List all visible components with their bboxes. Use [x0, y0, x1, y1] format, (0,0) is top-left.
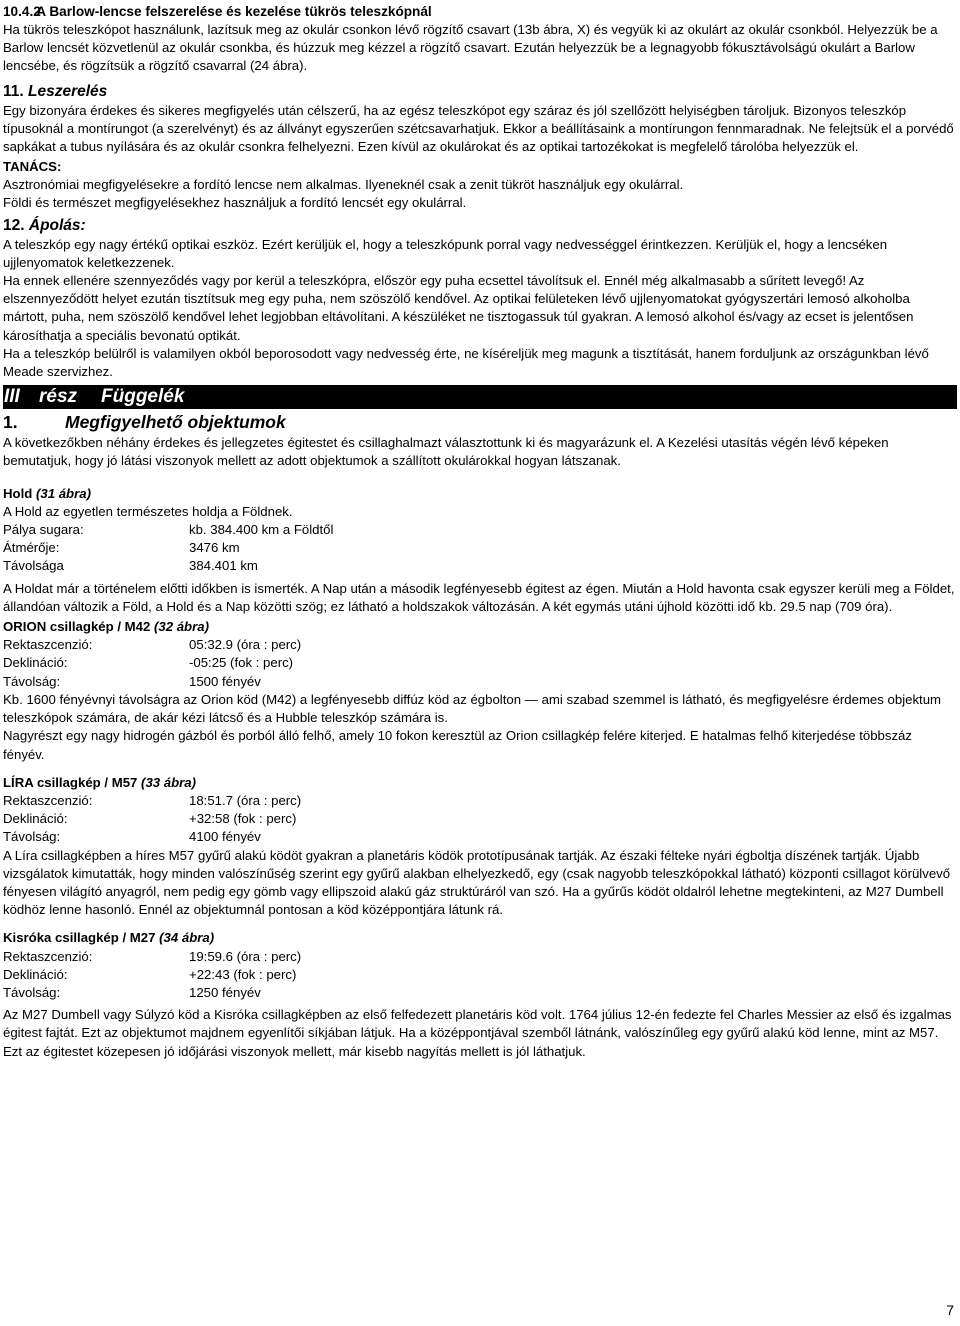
row-key: Távolság: [3, 673, 61, 689]
observe-heading [3, 410, 957, 434]
object-name: LÍRA csillagkép / M57 [3, 774, 138, 790]
row-key: Átmérője: [3, 540, 60, 556]
data-row [3, 828, 957, 846]
object-name: Kisróka csillagkép / M27 [3, 930, 156, 946]
data-row [3, 557, 957, 575]
data-row [3, 539, 957, 557]
tip-line: Földi és természet megfigyelésekhez használjuk a fordító lencsét egy okulárral. [3, 195, 467, 211]
row-value: 4100 fényév [189, 829, 261, 845]
section-heading-12 [3, 215, 957, 236]
section-title: Ápolás: [28, 216, 86, 234]
care-paragraph: A teleszkóp egy nagy értékű optikai eszköz. Ezért kerüljük el, hogy a teleszkópunk porral vagy nedvességgel érintkezzen. Kerüljük el, hogy a lencséken ujjlenyomatok keletkezzenek. [3, 236, 888, 270]
row-value: +22:43 (fok : perc) [189, 966, 297, 982]
row-value: -05:25 (fok : perc) [189, 655, 294, 671]
section-title: Leszerelés [28, 82, 108, 100]
section-number: 1. [3, 412, 18, 433]
orion-paragraph: Kb. 1600 fényévnyi távolságra az Orion köd (M42) a legfényesebb diffúz köd az égbolton — ami szabad szemmel is látható, és megfigyelésre érdemes objektum teleszkópok számára, de akár kézi látcső és a Hubble teleszkóp számára is. [3, 691, 942, 726]
lyra-paragraph: A Líra csillagképben a híres M57 gyűrű alakú ködöt gyakran a planetáris ködök prototípusának tartják. Az északi félteke nyári égboltja díszének tartják. Újabb vizsgálatok kimutatták, hogy minden valószínűség szerint egy gyűrű alakban elhelyezkedő, egy (csak nagyobb teleszkópokkal látható) központi csillagot körülvevő fényesen világító anyagról, nem pedig egy gömb vagy ellipszoid alakú gáz struktúráról van szó. Ha a gyűrűs ködöt oldalról lehetne megtekinteni, az M27 Dumbell ködhöz lenne hasonló. Ennél az objektumnál pontosan a köd középpontjára látunk rá. [3, 847, 951, 918]
object-title-orion [3, 618, 957, 636]
data-row [3, 521, 957, 539]
figure-ref: (32 ábra) [153, 619, 209, 635]
data-row [3, 654, 957, 672]
object-title-moon [3, 485, 957, 503]
row-key: Deklináció: [3, 966, 68, 982]
data-row [3, 810, 957, 828]
row-value: 18:51.7 (óra : perc) [189, 792, 302, 808]
barlow-paragraph: Ha tükrös teleszkópot használunk, lazítsuk meg az okulár csonkon lévő rögzítő csavart (13b ábra, X) és vegyük ki az okulárt az okulár csonkból. Helyezzük be a Barlow lencsét közvetlenül az okulár csonkba, és húzzuk meg kézzel a rögzítő csavart. Ezután helyezzük be a legnagyobb fókusztávolságú okulárt a Barlow lencsébe, és rögzítsük a rögzítő csavarral (24 ábra). [3, 22, 938, 74]
tip-heading: TANÁCS: [3, 159, 62, 175]
part-heading-bar [3, 385, 957, 409]
object-name: ORION csillagkép / M42 [3, 619, 151, 635]
part-word: rész [39, 386, 78, 408]
figure-ref: (34 ábra) [159, 930, 215, 946]
row-key: Deklináció: [3, 655, 68, 671]
row-value: 05:32.9 (óra : perc) [189, 637, 302, 653]
data-row [3, 792, 957, 810]
data-row [3, 966, 957, 984]
row-value: 19:59.6 (óra : perc) [189, 948, 302, 964]
part-title: Függelék [101, 386, 185, 408]
row-key: Távolság: [3, 829, 61, 845]
section-number: 12. [3, 216, 25, 234]
observe-intro: A következőkben néhány érdekes és jellegzetes égitestet és csillaghalmazt választottunk ki és magyarázunk el. A Kezelési utasítás végén lévő képeken bemutatjuk, hogy jó látási viszonyok mellett az adott objektumok a szállított okulárokkal hogyan látszanak. [3, 435, 889, 469]
disassembly-paragraph: Egy bizonyára érdekes és sikeres megfigyelés után célszerű, ha az egész teleszkópot egy száraz és jól szellőzött helyiségben tároljuk. Bizonyos teleszkóp típusoknál a montírungot (a szerelvényt) és az állványt egyszerűen szétcsavarhatjuk. Ekkor a beállításaink a montírungon fennmaradnak. Ne felejtsük el a porvédő sapkákat a tubus nyílására és az okulár csonkra felhelyezni. Ezen kívül az okulárokat és az optikai tartozékokat is megfelelő tárolóba helyezzük el. [3, 102, 954, 155]
row-value: 3476 km [189, 540, 240, 556]
section-heading-11 [3, 81, 957, 102]
figure-ref: (33 ábra) [141, 774, 197, 790]
vulpecula-paragraph: Ezt az égitestet közepesen jó időjárási viszonyok mellett, már kisebb nagyítás mellett is jól láthatjuk. [3, 1043, 586, 1059]
tip-line: Asztronómiai megfigyelésekre a fordító lencse nem alkalmas. Ilyeneknél csak a zenit tükröt használjuk egy okulárral. [3, 177, 684, 193]
section-number: 10.4.2 [3, 4, 41, 19]
row-key: Deklináció: [3, 811, 68, 827]
row-key: Rektaszcenzió: [3, 792, 93, 808]
care-paragraph: Ha a teleszkóp belülről is valamilyen okból beporosodott vagy nedvesség érte, ne kíséreljük meg magunk a tisztítását, hanem forduljunk az országunkban lévő Meade szervizhez. [3, 345, 929, 380]
section-title: Megfigyelhető objektumok [65, 412, 286, 433]
part-roman: III [4, 386, 20, 408]
document-page [3, 0, 957, 1061]
page-number: 7 [946, 1302, 954, 1318]
row-key: Rektaszcenzió: [3, 637, 93, 653]
figure-ref: (31 ábra) [35, 485, 91, 501]
data-row [3, 673, 957, 691]
object-title-vulpecula [3, 929, 957, 947]
row-key: Rektaszcenzió: [3, 948, 93, 964]
data-row [3, 984, 957, 1002]
vulpecula-paragraph: Az M27 Dumbell vagy Súlyzó köd a Kisróka csillagképben az első felfedezett planetáris köd volt. 1764 július 12-én fedezte fel Charles Messier az első és izgalmas égitest fajtát. Ezt az objektumot majdnem egyenlítői síkjában látjuk. Ha a középpontjával szemből látnánk, valószínűleg egy gyűrű alakú köd lenne, mint az M57. [3, 1007, 952, 1041]
object-name: Hold [3, 485, 33, 501]
data-row [3, 636, 957, 654]
data-row [3, 948, 957, 966]
object-title-lyra [3, 774, 957, 792]
section-number: 11. [3, 82, 24, 100]
moon-subtitle: A Hold az egyetlen természetes holdja a Földnek. [3, 503, 293, 519]
moon-paragraph: A Holdat már a történelem előtti időkben is ismerték. A Nap után a második legfényesebb égitest az égen. Miután a Hold havonta csak egyszer kerüli meg a Földet, állandóan változik a Föld, a Hold és a Nap közötti szög; ez látható a holdszakok változásán. A két egymás utáni újhold közötti idő kb. 29.5 nap (709 óra). [3, 580, 955, 614]
row-key: Pálya sugara: [3, 522, 84, 538]
section-heading-10-4-2 [3, 3, 957, 21]
row-value: kb. 384.400 km a Földtől [189, 522, 334, 538]
care-paragraph: Ha ennek ellenére szennyeződés vagy por kerül a teleszkópra, először egy puha ecsettel távolítsuk el. Ennél még alkalmasabb a sűrített levegő! Az elszennyeződött helyet ezután tisztítsuk meg egy puha, nem szöszölő kendővel. Az optikai felületeken lévő ujjlenyomatokat gyógyszertári lemosó alkoholba mártott, puha, nem szöszölő kendővel lehet legjobban eltávolítani. A készüléket ne tisztogassuk túl gyakran. A lemosó alkohol és/vagy az ecset is jelentősen károsíthatja a speciális bevonatú optikát. [3, 273, 914, 343]
section-title: A Barlow-lencse felszerelése és kezelése tükrös teleszkópnál [36, 4, 432, 19]
row-value: 384.401 km [189, 558, 258, 574]
row-key: Távolsága [3, 558, 64, 574]
row-value: 1500 fényév [189, 673, 261, 689]
row-value: 1250 fényév [189, 984, 261, 1000]
orion-paragraph: Nagyrészt egy nagy hidrogén gázból és porból álló felhő, amely 10 fokon keresztül az Orion csillagkép felére kiterjed. E hatalmas felhő kiterjedése többszáz fényév. [3, 728, 912, 762]
row-value: +32:58 (fok : perc) [189, 811, 297, 827]
row-key: Távolság: [3, 984, 61, 1000]
